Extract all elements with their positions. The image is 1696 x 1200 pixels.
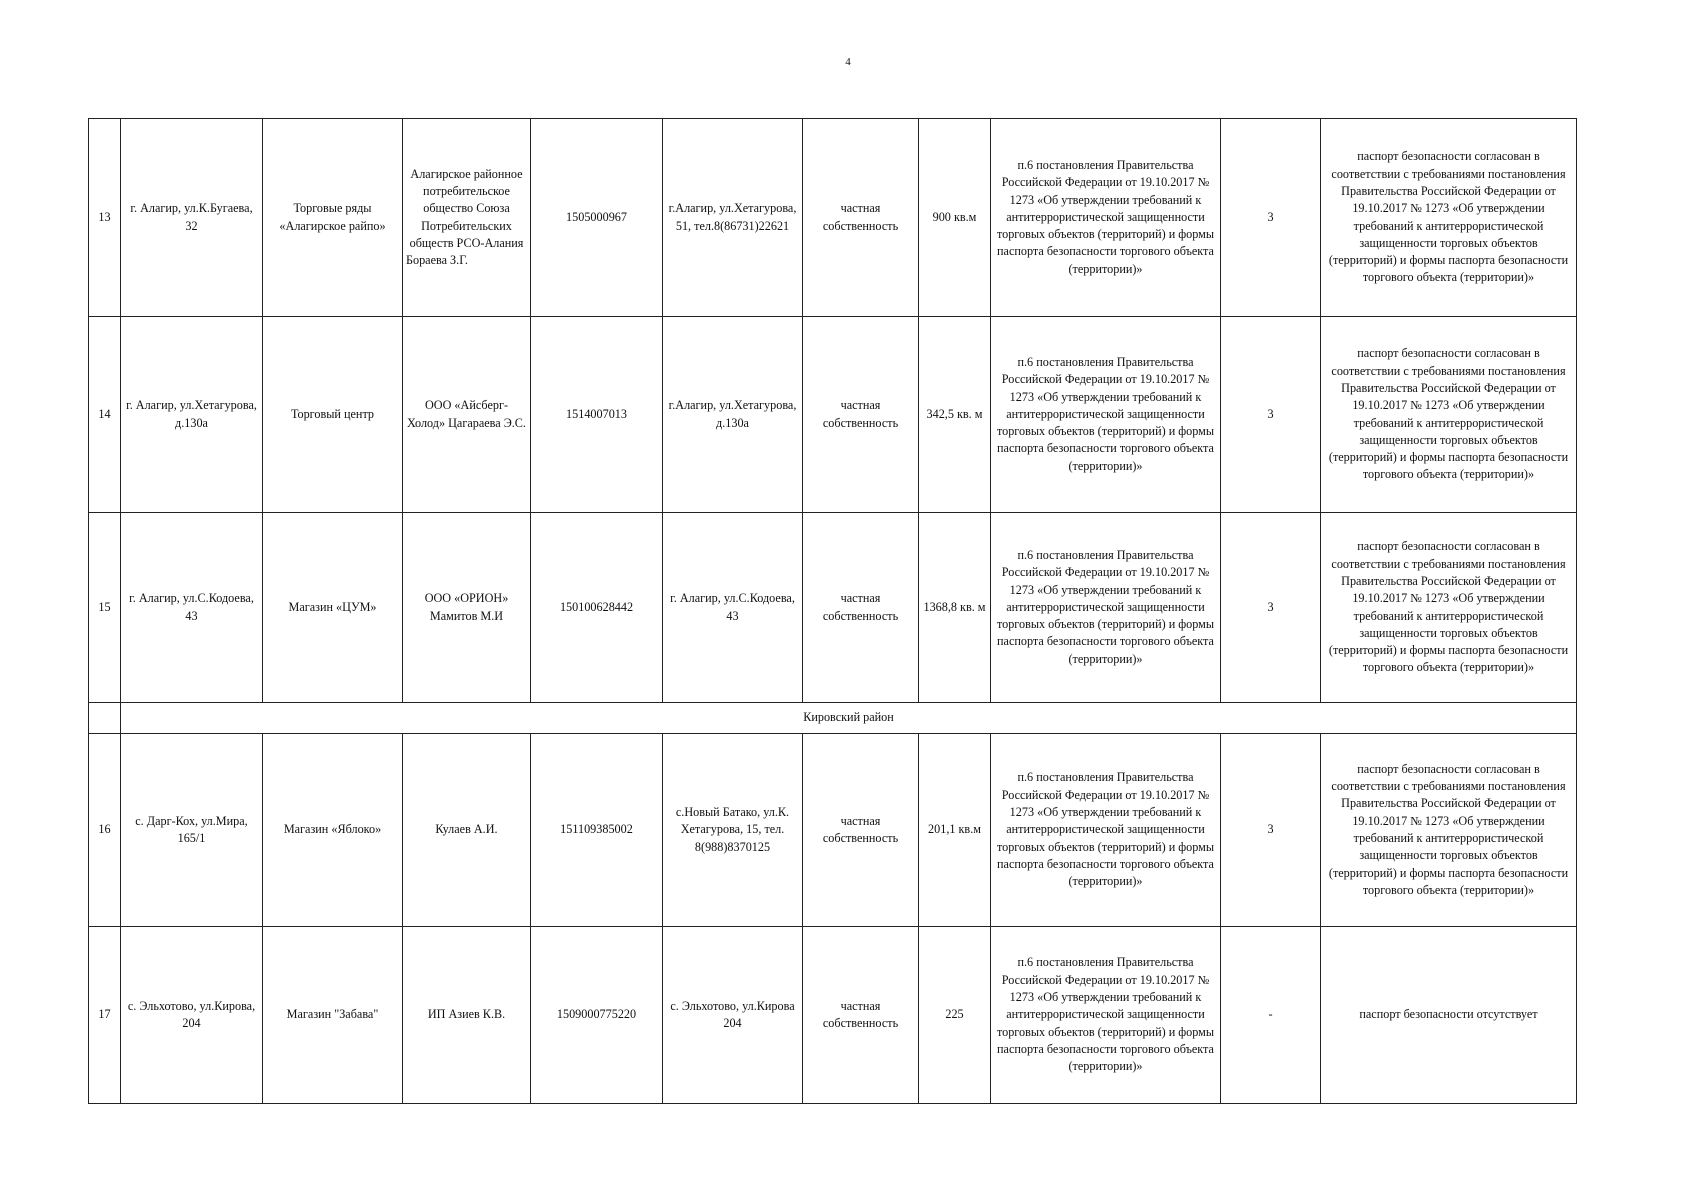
ownership-type: частная собственность xyxy=(803,927,919,1104)
row-number: 16 xyxy=(89,734,121,927)
owner-inn: 1505000967 xyxy=(531,119,663,317)
table-row xyxy=(89,513,1577,703)
legal-basis: п.6 постановления Правительства Российской Федерации от 19.10.2017 № 1273 «Об утверждении требований к антитеррористической защищенности торговых объектов (территорий) и формы паспорта безопасности торгового объекта (территории)» xyxy=(991,927,1221,1104)
object-location: с. Эльхотово, ул.Кирова, 204 xyxy=(121,927,263,1104)
object-location: г. Алагир, ул.К.Бугаева, 32 xyxy=(121,119,263,317)
legal-basis: п.6 постановления Правительства Российской Федерации от 19.10.2017 № 1273 «Об утверждении требований к антитеррористической защищенности торговых объектов (территорий) и формы паспорта безопасности торгового объекта (территории)» xyxy=(991,119,1221,317)
legal-basis: п.6 постановления Правительства Российской Федерации от 19.10.2017 № 1273 «Об утверждении требований к антитеррористической защищенности торговых объектов (территорий) и формы паспорта безопасности торгового объекта (территории)» xyxy=(991,513,1221,703)
ownership-type: частная собственность xyxy=(803,513,919,703)
object-owner: Кулаев А.И. xyxy=(403,734,531,927)
section-spacer-cell xyxy=(89,703,121,734)
legal-basis: п.6 постановления Правительства Российской Федерации от 19.10.2017 № 1273 «Об утверждении требований к антитеррористической защищенности торговых объектов (территорий) и формы паспорта безопасности торгового объекта (территории)» xyxy=(991,734,1221,927)
object-owner: ООО «ОРИОН» Мамитов М.И xyxy=(403,513,531,703)
table-row xyxy=(89,119,1577,317)
object-name: Торговые ряды «Алагирское райпо» xyxy=(263,119,403,317)
row-number: 14 xyxy=(89,317,121,513)
passport-status: паспорт безопасности согласован в соответствии с требованиями постановления Правительства Российской Федерации от 19.10.2017 № 1273 «Об утверждении требований к антитеррористической защищенности торговых объектов (территорий) и формы паспорта безопасности торгового объекта (территории)» xyxy=(1321,317,1577,513)
object-area: 1368,8 кв. м xyxy=(919,513,991,703)
owner-address: г. Алагир, ул.С.Кодоева, 43 xyxy=(663,513,803,703)
passport-status: паспорт безопасности отсутствует xyxy=(1321,927,1577,1104)
ownership-type: частная собственность xyxy=(803,119,919,317)
object-location: с. Дарг-Кох, ул.Мира, 165/1 xyxy=(121,734,263,927)
owner-inn: 1509000775220 xyxy=(531,927,663,1104)
row-number: 15 xyxy=(89,513,121,703)
registry-table xyxy=(88,118,1577,1104)
object-area: 201,1 кв.м xyxy=(919,734,991,927)
owner-address: г.Алагир, ул.Хетагурова, 51, тел.8(86731)22621 xyxy=(663,119,803,317)
object-location: г. Алагир, ул.Хетагурова, д.130а xyxy=(121,317,263,513)
owner-address: с. Эльхотово, ул.Кирова 204 xyxy=(663,927,803,1104)
ownership-type: частная собственность xyxy=(803,317,919,513)
object-name: Торговый центр xyxy=(263,317,403,513)
risk-category: 3 xyxy=(1221,119,1321,317)
object-owner: ООО «Айсберг-Холод» Цагараева Э.С. xyxy=(403,317,531,513)
risk-category: 3 xyxy=(1221,513,1321,703)
object-name: Магазин «ЦУМ» xyxy=(263,513,403,703)
row-number: 13 xyxy=(89,119,121,317)
owner-address: г.Алагир, ул.Хетагурова, д.130а xyxy=(663,317,803,513)
object-name: Магазин "Забава" xyxy=(263,927,403,1104)
row-number: 17 xyxy=(89,927,121,1104)
object-owner: Алагирское районное потребительское общество Союза Потребительских обществ РСО-Алания Бораева З.Г. xyxy=(403,119,531,317)
object-area: 900 кв.м xyxy=(919,119,991,317)
owner-inn: 1514007013 xyxy=(531,317,663,513)
passport-status: паспорт безопасности согласован в соответствии с требованиями постановления Правительства Российской Федерации от 19.10.2017 № 1273 «Об утверждении требований к антитеррористической защищенности торговых объектов (территорий) и формы паспорта безопасности торгового объекта (территории)» xyxy=(1321,513,1577,703)
owner-inn: 151109385002 xyxy=(531,734,663,927)
object-name: Магазин «Яблоко» xyxy=(263,734,403,927)
owner-address: с.Новый Батако, ул.К. Хетагурова, 15, тел. 8(988)8370125 xyxy=(663,734,803,927)
passport-status: паспорт безопасности согласован в соответствии с требованиями постановления Правительства Российской Федерации от 19.10.2017 № 1273 «Об утверждении требований к антитеррористической защищенности торговых объектов (территорий) и формы паспорта безопасности торгового объекта (территории)» xyxy=(1321,734,1577,927)
table-row xyxy=(89,927,1577,1104)
object-owner: ИП Азиев К.В. xyxy=(403,927,531,1104)
legal-basis: п.6 постановления Правительства Российской Федерации от 19.10.2017 № 1273 «Об утверждении требований к антитеррористической защищенности торговых объектов (территорий) и формы паспорта безопасности торгового объекта (территории)» xyxy=(991,317,1221,513)
owner-inn: 150100628442 xyxy=(531,513,663,703)
table-row xyxy=(89,734,1577,927)
object-area: 225 xyxy=(919,927,991,1104)
table-row xyxy=(89,317,1577,513)
page-number: 4 xyxy=(845,56,851,68)
section-title: Кировский район xyxy=(121,703,1577,734)
risk-category: 3 xyxy=(1221,317,1321,513)
object-location: г. Алагир, ул.С.Кодоева, 43 xyxy=(121,513,263,703)
object-area: 342,5 кв. м xyxy=(919,317,991,513)
ownership-type: частная собственность xyxy=(803,734,919,927)
risk-category: - xyxy=(1221,927,1321,1104)
risk-category: 3 xyxy=(1221,734,1321,927)
section-row xyxy=(89,703,1577,734)
passport-status: паспорт безопасности согласован в соответствии с требованиями постановления Правительства Российской Федерации от 19.10.2017 № 1273 «Об утверждении требований к антитеррористической защищенности торговых объектов (территорий) и формы паспорта безопасности торгового объекта (территории)» xyxy=(1321,119,1577,317)
